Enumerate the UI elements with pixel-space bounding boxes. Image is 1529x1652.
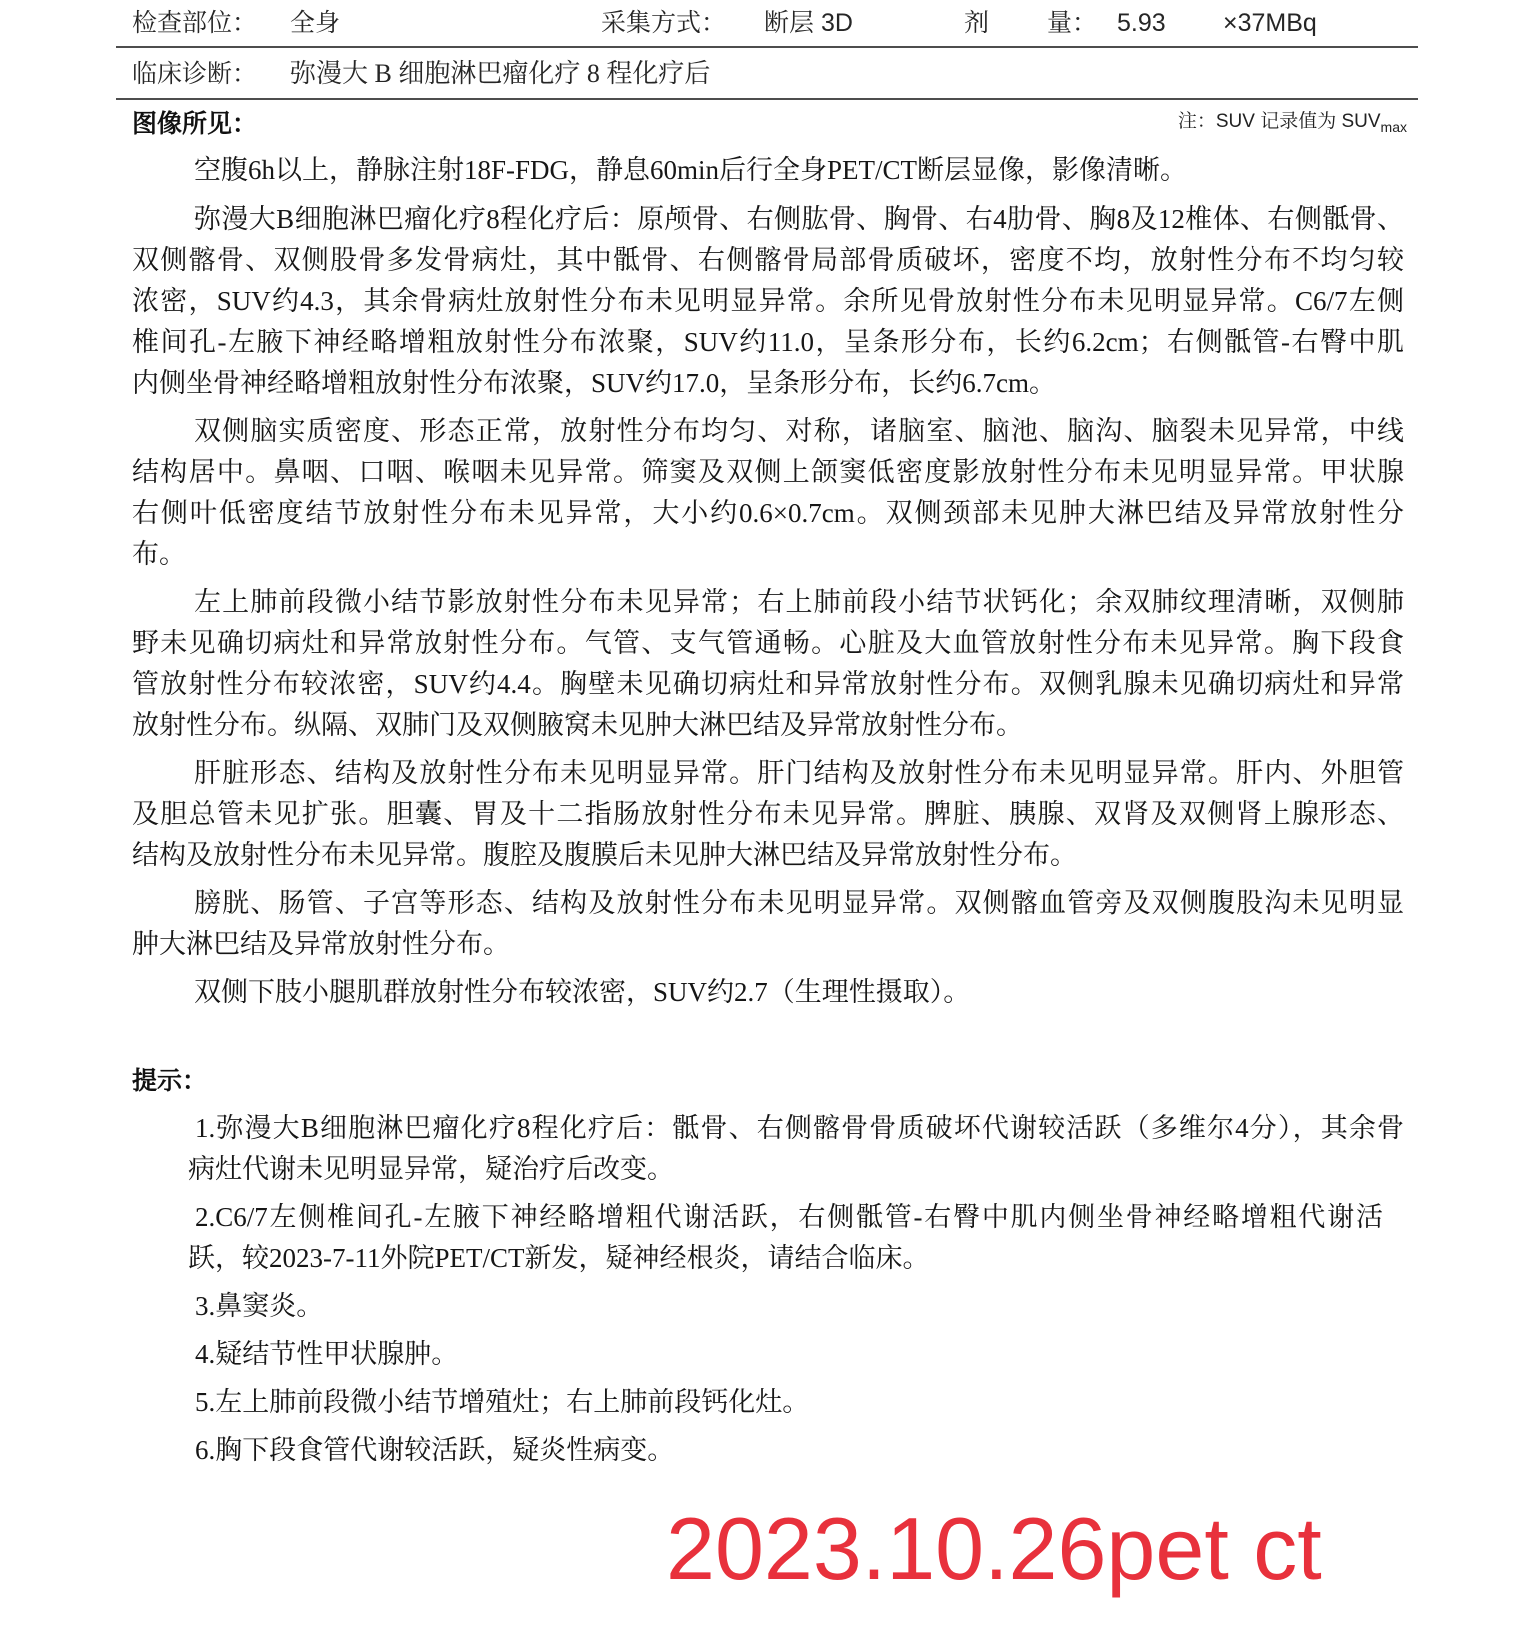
exam-site-label: 检查部位： bbox=[132, 9, 258, 37]
impression-line: 5.左上肺前段微小结节增殖灶；右上肺前段钙化灶。 bbox=[195, 1387, 810, 1417]
impression-list bbox=[188, 1108, 1404, 1478]
clinical-diagnosis-value: 弥漫大 B 细胞淋巴瘤化疗 8 程化疗后 bbox=[290, 59, 711, 88]
findings-line: 内侧坐骨神经略增粗放射性分布浓聚，SUV约17.0，呈条形分布，长约6.7cm。 bbox=[132, 368, 1056, 398]
suv-note-text: 注：SUV 记录值为 SUV bbox=[1177, 111, 1381, 132]
dose-label-colon: 量： bbox=[1047, 9, 1098, 37]
findings-line: 肝脏形态、结构及放射性分布未见明显异常。肝门结构及放射性分布未见明显异常。肝内、外胆管 bbox=[194, 758, 1404, 788]
findings-line: 膀胱、肠管、子宫等形态、结构及放射性分布未见明显异常。双侧髂血管旁及双侧腹股沟未见明显 bbox=[194, 888, 1404, 918]
findings-paragraph bbox=[132, 582, 1404, 746]
findings-line: 肿大淋巴结及异常放射性分布。 bbox=[132, 929, 510, 959]
suv-note-subscript: max bbox=[1380, 119, 1407, 135]
findings-line: 双侧下肢小腿肌群放射性分布较浓密，SUV约2.7（生理性摄取）。 bbox=[194, 977, 971, 1007]
findings-line: 结构及放射性分布未见异常。腹腔及腹膜后未见肿大淋巴结及异常放射性分布。 bbox=[132, 840, 1077, 870]
findings-line: 布。 bbox=[132, 539, 186, 569]
findings-line: 椎间孔-左腋下神经略增粗放射性分布浓聚，SUV约11.0，呈条形分布，长约6.2cm；右侧骶管-右臀中肌 bbox=[132, 327, 1404, 357]
findings-body bbox=[132, 150, 1404, 1020]
impression-line: 6.胸下段食管代谢较活跃，疑炎性病变。 bbox=[195, 1435, 675, 1465]
impression-item bbox=[188, 1382, 1404, 1423]
clinical-diagnosis-label: 临床诊断： bbox=[132, 60, 258, 88]
impression-item bbox=[188, 1334, 1404, 1375]
impression-line: 3.鼻窦炎。 bbox=[195, 1291, 324, 1321]
findings-paragraph bbox=[132, 753, 1404, 876]
header-rule bbox=[116, 98, 1418, 100]
dose-unit: ×37MBq bbox=[1223, 9, 1317, 37]
findings-line: 及胆总管未见扩张。胆囊、胃及十二指肠放射性分布未见异常。脾脏、胰腺、双肾及双侧肾上腺形态、 bbox=[132, 799, 1404, 829]
acquisition-label: 采集方式： bbox=[601, 9, 727, 37]
header-rule bbox=[116, 46, 1418, 48]
findings-line: 野未见确切病灶和异常放射性分布。气管、支气管通畅。心脏及大血管放射性分布未见异常。胸下段食 bbox=[132, 628, 1404, 658]
findings-line: 右侧叶低密度结节放射性分布未见异常，大小约0.6×0.7cm。双侧颈部未见肿大淋巴结及异常放射性分 bbox=[132, 498, 1404, 528]
findings-line: 双侧脑实质密度、形态正常，放射性分布均匀、对称，诸脑室、脑池、脑沟、脑裂未见异常，中线 bbox=[194, 416, 1404, 446]
findings-title: 图像所见： bbox=[132, 110, 258, 138]
findings-paragraph bbox=[132, 972, 1404, 1013]
impression-title: 提示： bbox=[132, 1067, 208, 1095]
dose-label: 剂 bbox=[964, 9, 990, 37]
exam-site-value: 全身 bbox=[290, 9, 341, 37]
findings-line: 浓密，SUV约4.3，其余骨病灶放射性分布未见明显异常。余所见骨放射性分布未见明显异常。C6/7左侧 bbox=[132, 286, 1404, 316]
findings-line: 管放射性分布较浓密，SUV约4.4。胸壁未见确切病灶和异常放射性分布。双侧乳腺未见确切病灶和异常 bbox=[132, 669, 1404, 699]
findings-line: 空腹6h以上，静脉注射18F-FDG，静息60min后行全身PET/CT断层显像，影像清晰。 bbox=[194, 155, 1188, 185]
dose-value: 5.93 bbox=[1117, 9, 1166, 37]
findings-paragraph bbox=[132, 883, 1404, 965]
impression-line: 跃，较2023-7-11外院PET/CT新发，疑神经根炎，请结合临床。 bbox=[188, 1243, 930, 1273]
impression-line: 4.疑结节性甲状腺肿。 bbox=[195, 1339, 459, 1369]
findings-line: 双侧髂骨、双侧股骨多发骨病灶，其中骶骨、右侧髂骨局部骨质破坏，密度不均，放射性分布不均匀较 bbox=[132, 245, 1404, 275]
impression-item bbox=[188, 1108, 1404, 1190]
findings-paragraph bbox=[132, 199, 1404, 404]
acquisition-value: 断层 3D bbox=[764, 9, 853, 37]
findings-line: 结构居中。鼻咽、口咽、喉咽未见异常。筛窦及双侧上颌窦低密度影放射性分布未见明显异常。甲状腺 bbox=[132, 457, 1404, 487]
findings-line: 放射性分布。纵隔、双肺门及双侧腋窝未见肿大淋巴结及异常放射性分布。 bbox=[132, 710, 1023, 740]
findings-line: 弥漫大B细胞淋巴瘤化疗8程化疗后：原颅骨、右侧肱骨、胸骨、右4肋骨、胸8及12椎体、右侧骶骨、 bbox=[194, 204, 1404, 234]
findings-line: 左上肺前段微小结节影放射性分布未见异常；右上肺前段小结节状钙化；余双肺纹理清晰，双侧肺 bbox=[194, 587, 1404, 617]
impression-line: 2.C6/7左侧椎间孔-左腋下神经略增粗代谢活跃，右侧骶管-右臀中肌内侧坐骨神经略增粗代谢活 bbox=[195, 1202, 1383, 1232]
findings-paragraph bbox=[132, 411, 1404, 575]
findings-paragraph bbox=[132, 150, 1404, 191]
impression-item bbox=[188, 1286, 1404, 1327]
date-annotation: 2023.10.26pet ct bbox=[666, 1499, 1322, 1598]
impression-item bbox=[188, 1430, 1404, 1471]
impression-item bbox=[188, 1197, 1404, 1279]
impression-line: 1.弥漫大B细胞淋巴瘤化疗8程化疗后：骶骨、右侧髂骨骨质破坏代谢较活跃（多维尔4分），其余骨 bbox=[195, 1113, 1404, 1143]
suv-note bbox=[1178, 108, 1407, 136]
impression-line: 病灶代谢未见明显异常，疑治疗后改变。 bbox=[188, 1154, 674, 1184]
